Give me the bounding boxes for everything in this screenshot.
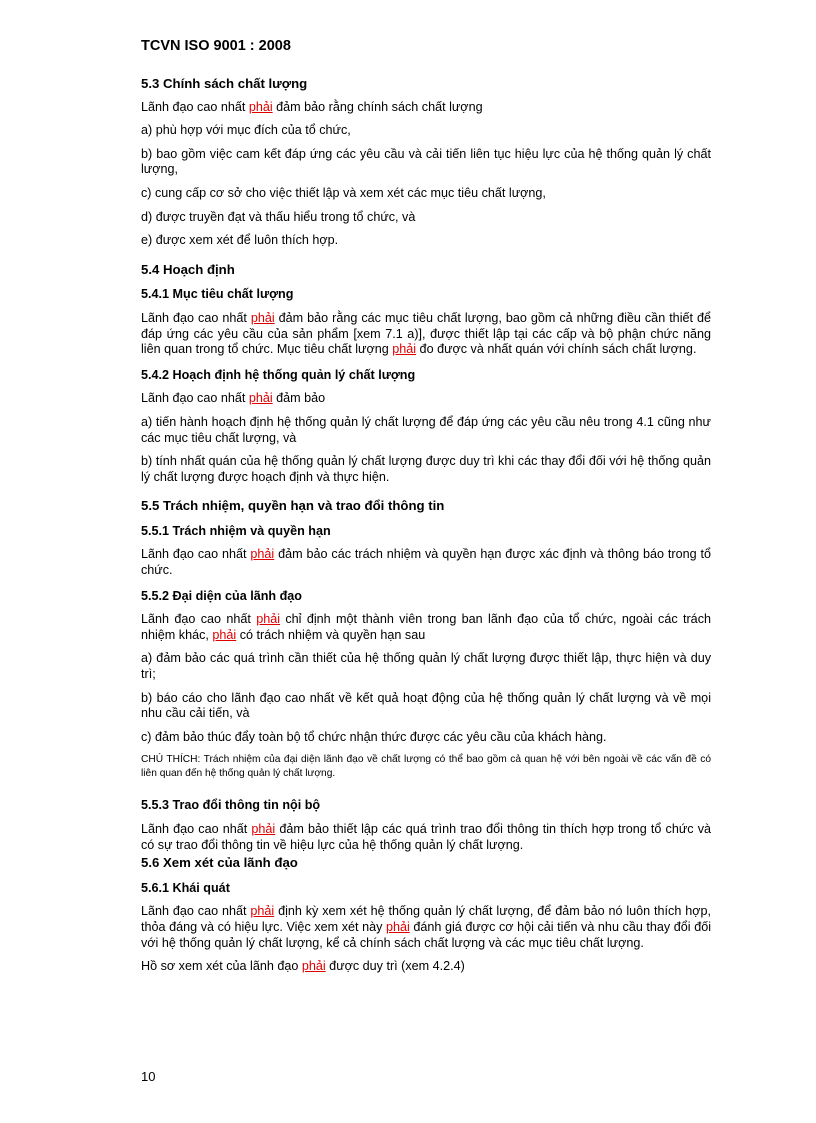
required-marker: phải bbox=[248, 391, 273, 406]
paragraph-5-6-1: Lãnh đạo cao nhất phải định kỳ xem xét hệ thống quản lý chất lượng, để đảm bảo nó luôn thích hợp, thỏa đáng và có hiệu lực. Việc xem xét này phải đánh giá được cơ hội cải tiến và nhu cầu thay đổi đối với hệ thống quản lý chất lượng, kể cả chính sách chất lượng và các mục tiêu chất lượng. bbox=[141, 904, 711, 950]
running-header: TCVN ISO 9001 : 2008 bbox=[141, 38, 291, 54]
required-marker: phải bbox=[250, 310, 275, 325]
paragraph-5-3-intro: Lãnh đạo cao nhất phải đảm bảo rằng chính sách chất lượng bbox=[141, 99, 483, 114]
list-item: b) bao gồm việc cam kết đáp ứng các yêu cầu và cải tiến liên tục hiệu lực của hệ thống quản lý chất lượng, bbox=[141, 146, 711, 177]
subsection-heading-5-6-1: 5.6.1 Khái quát bbox=[141, 880, 230, 895]
paragraph-5-6-1-records: Hồ sơ xem xét của lãnh đạo phải được duy trì (xem 4.2.4) bbox=[141, 959, 465, 974]
subsection-heading-5-4-1: 5.4.1 Mục tiêu chất lượng bbox=[141, 287, 294, 302]
paragraph-5-4-1: Lãnh đạo cao nhất phải đảm bảo rằng các mục tiêu chất lượng, bao gồm cả những điều cần thiết để đáp ứng các yêu cầu của sản phẩm [xem 7.1 a)], được thiết lập tại các cấp và bộ phận chức năng liên quan trong tổ chức. Mục tiêu chất lượng phải đo được và nhất quán với chính sách chất lượng. bbox=[141, 310, 711, 357]
page-content bbox=[141, 76, 711, 983]
section-heading-5-6: 5.6 Xem xét của lãnh đạo bbox=[141, 855, 298, 871]
paragraph-5-5-1: Lãnh đạo cao nhất phải đảm bảo các trách nhiệm và quyền hạn được xác định và thông báo trong tổ chức. bbox=[141, 547, 711, 578]
page-number: 10 bbox=[141, 1069, 156, 1084]
required-marker: phải bbox=[256, 612, 281, 627]
required-marker: phải bbox=[385, 919, 410, 934]
paragraph-5-5-3: Lãnh đạo cao nhất phải đảm bảo thiết lập các quá trình trao đổi thông tin thích hợp trong tổ chức và có sự trao đổi thông tin về hiệu lực của hệ thống quản lý chất lượng. bbox=[141, 822, 712, 852]
subsection-heading-5-4-2: 5.4.2 Hoạch định hệ thống quản lý chất lượng bbox=[141, 367, 416, 382]
paragraph-5-4-2-intro: Lãnh đạo cao nhất phải đảm bảo bbox=[141, 391, 326, 406]
list-item: a) tiến hành hoạch định hệ thống quản lý chất lượng để đáp ứng các yêu cầu nêu trong 4.1 cũng như các mục tiêu chất lượng, và bbox=[141, 414, 711, 445]
section-heading-5-4: 5.4 Hoạch định bbox=[141, 261, 235, 277]
subsection-heading-5-5-3: 5.5.3 Trao đổi thông tin nội bộ bbox=[141, 798, 321, 813]
required-marker: phải bbox=[250, 904, 275, 919]
subsection-heading-5-5-1: 5.5.1 Trách nhiệm và quyền hạn bbox=[141, 523, 331, 538]
section-heading-5-3: 5.3 Chính sách chất lượng bbox=[141, 76, 308, 91]
required-marker: phải bbox=[250, 547, 275, 562]
list-item: d) được truyền đạt và thấu hiểu trong tổ chức, và bbox=[141, 209, 416, 224]
subsection-heading-5-5-2: 5.5.2 Đại diện của lãnh đạo bbox=[141, 588, 302, 603]
list-item: a) đảm bảo các quá trình cần thiết của hệ thống quản lý chất lượng được thiết lập, thực hiện và duy trì; bbox=[141, 651, 711, 682]
list-item: b) báo cáo cho lãnh đạo cao nhất về kết quả hoạt động của hệ thống quản lý chất lượng và về mọi nhu cầu cải tiến, và bbox=[141, 690, 711, 721]
section-heading-5-5: 5.5 Trách nhiệm, quyền hạn và trao đổi thông tin bbox=[141, 498, 445, 514]
list-item: b) tính nhất quán của hệ thống quản lý chất lượng được duy trì khi các thay đổi đối với hệ thống quản lý chất lượng được hoạch định và thực hiện. bbox=[141, 454, 711, 484]
list-item: e) được xem xét để luôn thích hợp. bbox=[141, 233, 339, 248]
required-marker: phải bbox=[212, 627, 237, 642]
list-item: c) cung cấp cơ sở cho việc thiết lập và xem xét các mục tiêu chất lượng, bbox=[141, 185, 546, 200]
paragraph-5-5-2: Lãnh đạo cao nhất phải chỉ định một thành viên trong ban lãnh đạo của tổ chức, ngoài các trách nhiệm khác, phải có trách nhiệm và quyền hạn sau bbox=[141, 612, 711, 642]
required-marker: phải bbox=[301, 959, 326, 974]
list-item: c) đảm bảo thúc đẩy toàn bộ tổ chức nhận thức được các yêu cầu của khách hàng. bbox=[141, 729, 607, 744]
required-marker: phải bbox=[248, 99, 273, 114]
required-marker: phải bbox=[392, 342, 417, 357]
list-item: a) phù hợp với mục đích của tổ chức, bbox=[141, 123, 351, 138]
required-marker: phải bbox=[251, 822, 276, 836]
note-text: CHÚ THÍCH: Trách nhiệm của đại diện lãnh đạo về chất lượng có thể bao gồm cả quan hệ với bên ngoài về các vấn đề có liên quan đến hệ thống quản lý chất lượng. bbox=[141, 754, 711, 780]
